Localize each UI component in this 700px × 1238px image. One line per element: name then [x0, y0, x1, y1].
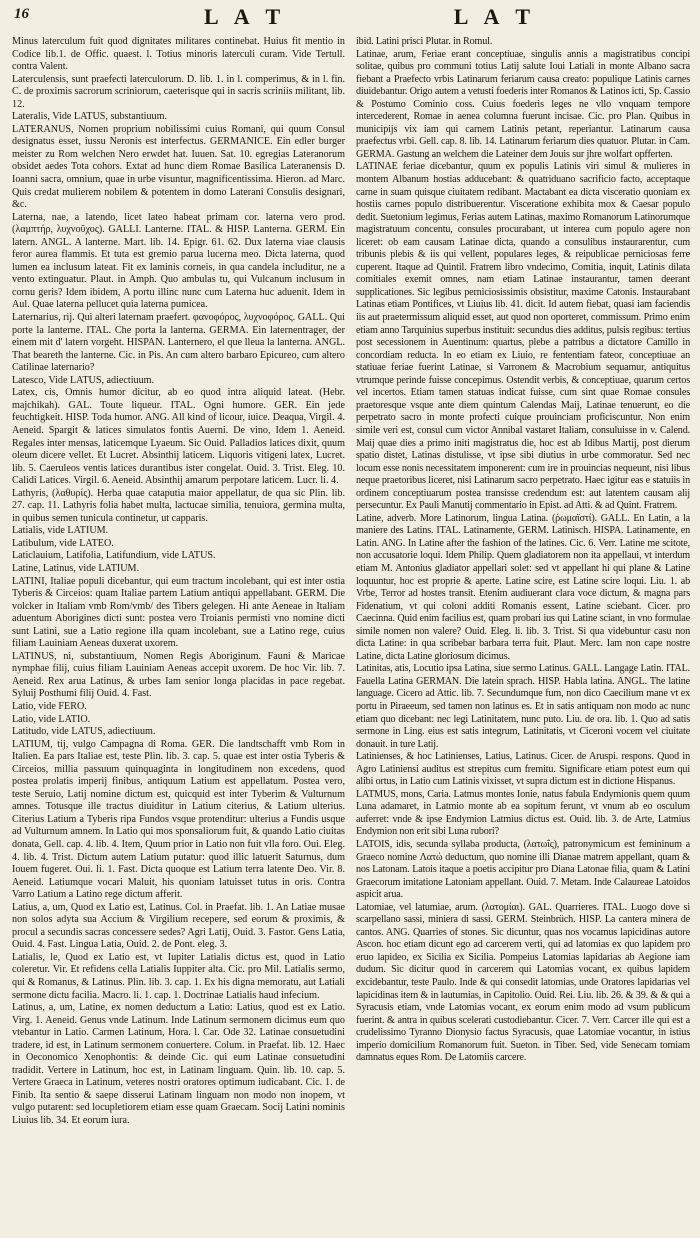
entry: Latio, vide FERO.: [12, 700, 87, 712]
entry: Minus laterculum fuit quod dignitates militares continebat. Huius fit mentio in Codice lib.1. de Offic. quaest. l. Totius minoris laterculi curam. Vide Tertull. contra Valent.: [12, 36, 345, 73]
entry: Latialis, le, Quod ex Latio est, vt Iupiter Latialis dictus est, quod in Latio coleretur. Vir. Et refidens cella Latialis Iuppiter alta. Cic. pro Mil. Latialis sermo, qui & Romanus, & Latinus. Plin. lib. 3. cap. 1. Ex his digna memoratu, aut Latiali sermone dictu facilia. Macro. li. 1. cap. 1. Doctrinae Latialis haud infecium.: [12, 951, 345, 1001]
entry: Latinitas, atis, Locutio ipsa Latina, siue sermo Latinus. GALL. Langage Latin. ITAL. Fauella Latina GERMAN. Die latein sprach. HISP. Habla latina. ANGL. The latine language. Cicero ad Attic. lib. 7. Secundumque fum, non dico Caecilium mane vt ex portu in Piraeeum, sed tamen non latinus es. Et in satis antiquam non modo ac nunc etiam quo dicebant: nec legi Latinitatem, nunc puto. Liu. de ora. lib. 1. Quo ad satis sermone in Ling. eius est satis integrum, Latinitatis, vt Ciceroni vocem vel ciuitate donauit. in ture Latij.: [356, 663, 690, 750]
entry: Latinae, arum, Feriae erant conceptiuae, singulis annis a magistratibus concipi solitae, quibus pro communi totius Latij salute Ioui Latiali in monte Albano sacra fiebant a Praefecto vrbis Latinarum feriarum causa creato: populique Latinis carnes diuidebantur. Origo autem a vetusti foederis inter Romanos & Latinos icti, Sp. Cassio & Postumo Cominio coss. Cuius foederis leges ne vllo vnquam tempore intercederent, Romae in aenea columna fuerunt incisae. Cic. pro Plan. Quibus in municipijs vix iam qui carnem Latinis petant, reperiantur. Latinarum causa praefectus vrbi. Gell. cap. 8. lib. 14. Latinarum feriarum dies quatuor. Plutar. in Cam. GERMA. Gastung an welchem die Lateiner dem Jouis sur jhre wolfart opfferten.: [356, 48, 690, 160]
running-head-right: L A T: [453, 4, 536, 29]
entry: Lateralis, Vide LATUS, substantiuum.: [12, 111, 167, 123]
entry: Latitudo, vide LATUS, adiectiuum.: [12, 726, 156, 738]
left-column: [12, 36, 345, 1232]
running-head-left: L A T: [204, 4, 287, 29]
page-number: 16: [14, 6, 29, 22]
entry: Latibulum, vide LATEO.: [12, 537, 114, 549]
entry: Laterna, nae, a latendo, licet lateo habeat primam cor. laterna vero prod. (λαμπτήρ, λυχνοῦχος). GALLI. Lanterne. ITAL. & HISP. Lanterna. GERM. Ein latern. ANGL. A lanterne. Mart. lib. 14. Epigr. 61. 62. Dux laterna viae clausis feror aurea flammis. Et tuta est gremio parua lucerna meo. Dicta laterna, quod lumen ea inclusum lateat. Fit ex laminis corneis, in qua candela includitur, ne a vento extinguatur. Plaut. in Amph. Quo ambulas tu, qui Vulcanum inclusum in cornu geris? Idem ibidem, A portu illinc nunc cum Laterna huc aduenit. Idem in Aul. Quae laterna pellucet quia laterna pumicea.: [12, 211, 345, 311]
entry: ibid. Latini prisci Plutar. in Romul.: [356, 36, 493, 47]
entry: Latine, adverb. More Latinorum, lingua Latina. (ῥωμαϊστί). GALL. En Latin, a la maniere des Latins. ITAL. Latinamente, GERM. Latinisch. HISPA. Latinamente, en Latin. ANG. In Latine after the fashion of the latines. Cic. 6. Verr. Latine me scitote, non accusatorie loqui. Idem Philip. Quem gladiatorem non ita appellaui, vt interdum etiam M. Antonius gladiator appellari solet: sed vt appellant hi qui plane & Latine loquuntur, hoc est proprie & aperte. Latine scire, est Latine scire loqui. Liu. 1. ab Vrbe, Terror ad hostes transit. Etenim audiuerant clara voce dictum, & magna pars Fidenatium, vt qui coloni additi Romanis essent, Latine sciebant. Cicer. pro Caecinna. Quid enim facilius est, quam probari ius qui Latine sciant, in vno formulae simile nomen non valere? Ouid. Eleg. li. lib. 3. Trist. Si qua videbuntur casu non dicta Latine: in qua scribebar barbara terra fuit. Plaut. Merc. Iam non cape nostre Latine, dicta Latine gloriosum dicimus.: [356, 512, 690, 662]
entry: Laterculensis, sunt praefecti laterculorum. D. lib. 1. in l. comperimus, & in l. fin. C. de proximis sacrorum scriniorum, caeterisque qui in sacris scriniis militant, lib. 12.: [12, 73, 345, 110]
entry: LATOIS, idis, secunda syllaba producta, (λατωΐς), patronymicum est femininum a Graeco nomine Λατώ deductum, quo nomine illi Dianae matrem appellant, quam & nos Latonam. Latois itaque a poetis accipitur pro Diana Latonae filia, quam & Latini Graecorum imitatione Latoniam appellant. Ouid. 7. Metam. Inde Calaureae Latoidos aspicit arua.: [356, 839, 690, 901]
entry: Latialis, vide LATIUM.: [12, 525, 109, 537]
entry: Latex, cis, Omnis humor dicitur, ab eo quod intra aliquid lateat. (Hebr. majchikah). GAL. Toute liqueur. ITAL. Ogni humore. GER. Ein jede feuchtigkeit. HISP. Toda humor. ANG. All kind of licour, iuice. Deaqua, Virgil. 4. Aeneid. Spargit & latices simulatos fontis Auerni. De vino, Idem 1. Aeneid. Regales inter mensas, laticemque Lyaeum. Sic Ouid. Palladios latices dixit, quum oleum dicere vellet. Et Lucret. Absinthij laticem. Liquoris vitigeni latex, Lucret. lib. 5. Caeruleos ventis latices durantibus ister congelat. Ouid. 3. Trist. Eleg. 10. Calidi Latices. Virgil. 6. Aeneid. Absinthij amarum perpotare laticem. Lucr. li. 4.: [12, 387, 345, 487]
entry: Latine, Latinus, vide LATIUM.: [12, 562, 140, 574]
entry: LATERANUS, Nomen proprium nobilissimi cuius Romani, qui quum Consul designatus esset, iussu Neronis est interfectus. GERMANICE. Ein edler burger meister zu Rom welchen Nero erwdet hat. Iuuen. Sat. 10. egregias Lateranorum obsidet aedes Tota cohors. Extat ad hunc diem Romae Basilica Lateranensis D. Ioanni sacra, omnium, quae in urbe visuntur, magnificentissima. Hieron. ad Marc. Quis credat mulierem nobilem & potentem in domo Laterani Consulis designari, &c.: [12, 123, 345, 211]
entry: Lathyris, (λαθυρίς). Herba quae cataputia maior appellatur, de qua sic Plin. lib. 27. cap. 11. Lathyris folia habet multa, lactucae similia, tenuiora, germina multa, in quibus semen tunicula continetur, ut capparis.: [12, 487, 345, 524]
entry: LATINUS, ni, substantiuum, Nomen Regis Aboriginum. Fauni & Maricae nymphae filij, cuius filiam Lauiniam Aeneas accepit uxorem. De hoc Vir. lib. 7. Aeneid. Rex arua Latinus, & urbes Iam senior longa placidas in pace regebat. Syluij Posthumi filij Ouid. 4. Fast.: [12, 650, 345, 700]
entry: Latesco, Vide LATUS, adiectiuum.: [12, 374, 155, 386]
page-header: [14, 2, 686, 32]
entry: Latius, a, um, Quod ex Latio est, Latinus. Col. in Praefat. lib. 1. An Latiae musae non solos adyta sua Accium & Virgilium recepere, sed eorum & proximis, & procul a secundis sacras concessere sedes? Agri Latij, Ouid. 3. Fastor. Gens Latia, Ouid. 4. Fast. Lingua Latia, Ouid. 2. de Pont. eleg. 3.: [12, 901, 345, 951]
entry: LATMUS, mons, Caria. Latmus montes Ionie, natus fabula Endymionis quem quum Luna adamaret, in Latmio monte ab ea sopitum ferunt, vt vnum ab eo osculum auferret: vnde & ipse Endymion Latmius dictus est. Ouid. lib. 3. de Arte, Latmius Endymion non erit sibi Luna rubori?: [356, 788, 690, 838]
entry: LATINI, Italiae populi dicebantur, qui eum tractum incolebant, qui est inter ostia Tyberis & Circeios: quam Italiae partem Latium antiqui appellabant. GERM. Die volcker in Italiam vmb Rom/vmb/ des Tibers gelegen. Hi ante Aeneae in Italiam aduentum Aborigines dicti sunt: postea vero Troianis permisti vno nomine dicti sunt Latini, sue a Latio regione illa quam incolebant, sue a Latino rege, cuius filiam Lauiniam Aeneas duxerat uxorem.: [12, 575, 345, 650]
entry: Laternarius, rij. Qui alteri laternam praefert. φανοφόρος, λυχνοφόρος. GALL. Qui porte la lanterne. ITAL. Che porta la lanterna. GERMA. Ein laternentrager, der einem mit d' latern vorgeht. HISPAN. Lanternero, el que lleua la lanterna. ANGL. That beareth the lanterne. Cic. in Pis. An cum altero barbaro Epicureo, cum altero Catilinae laternario?: [12, 312, 345, 374]
entry: Laticlauium, Latifolia, Latifundium, vide LATUS.: [12, 550, 216, 562]
entry: Latinus, a, um, Latine, ex nomen deductum a Latio: Latius, quod est ex Latio. Virg. 1. Aeneid. Genus vnde Latinum. Inde Latinum sermonem dicimus eum quo vtebantur in Latio. Carmen Latinum, Hora. l. Car. Ode 32. Latinae consuetudini tradere, id est, in Latinum sermonem conuertere. Colum. in Praefat. lib. 12. Haec in Oeconomico Xenophontis: & deinde Cic. qui eum Latinae consuetudini tradidit. Vertere in Latinum, hoc est, in Latinam linguam. Quin. lib. 10. cap. 5. Vertere Graeca in Latinum, veteres nostri oratores optimum iudicabant. Cic. 1. de Finib. Ita sentio & saepe disserui Latinam linguam non modo non inopem, vt vulgo putarent: sed locupletiorem etiam esse quam Graecam. Socij Latini nominis Liuius lib. 34. Et eorum iura.: [12, 1002, 345, 1127]
entry: LATINAE feriae dicebantur, quum ex populis Latinis viri simul & mulieres in montem Albanum hostias adducebant: & quatriduano sacrificio facto, acceptaque carne in suam quisque ciuitatem redibant. Mactabant ea dicta visceratio quoniam ex hostiis carnes populo distribuerentur. Visceratione exhibita mox & Caesar populo dedit. Suetonium legimus, Ferias autem Latinas, maximo Romanorum Latinorumque magistratuum concentu, consules procurabant, ut interea cum populo agere non liceret: ob eam causam Latinae dicta, quando a consulibus instaurarentur, cum tribunis plebis & iis qui vellent, populares leges, & reipublicae perniciosas ferre cuperent. Itaque ad Quintil. Fratrem libro vndecimo, Comitia, inquit, Latinis dilata comitiales exemit omnes, nam etiam Latinae instaurantur, tamen deerant supplicationes. Sic legibus perniciosissimis obsistitur, maxime Catonis. Instaurabant Latinas etiam Pontifices, vt Liuius lib. 41. dicit. Id autem fiebat, quasi iam faciendis iis aut praetermissum aliquid esset, aut quod non oporteret, commissum. Primo enim etiam anno Tarquinius superbus instituit: secundus dies additus, pulsis regibus: tertius post secessionem in Auentinum: quartus, plebe a patribus a dictatore Camillo in concordiam reducta. In eo etiam ex Liuio, re fententiam fateor, conceptiuae an statiuae feriae fuerint Latinae, si Varronem & Macrobium sequamur, antiquitus vtrumque perinde fuisse concepimus. Ostendit verbis, & conceptiuae, quarum certos vel incertos. Etiam tamen statuas indicat fuisse, cum sint quae Romae consules praetoresque vsque ante diem quintum Calendas Maij, Latinae tenuerunt, eo die perpetrato sacro in monte profecti cuique prouinciam proficiscuntur. Non enim simile veri est, consul cum victor Annibal vastaret Italiam, consuluisse in v. Calend. Maij quae dies a primo initi magistratus die, hoc est ab Idibus Martij, post dierum spatio distet, Latinas distulisse, vt ipse sibi diutius in urbe commoratur. Sed nec locum esse nonis necessitatem imponerent: cum ire in prouincias nequeunt, nisi libus neque praetoribus liceret, nisi Latinarum sacro perpetrato. Haec igitur eas e statuiis in ordinem conceptiuarum postea transisse credendum est: aut latentem causam alij persecuntur. Ex Pauli Manutij commentario in Epist. ad Atti. & ad Quint. Fratrem.: [356, 161, 690, 512]
entry: Latomiae, vel latumiae, arum. (λατομίαι). GAL. Quarrieres. ITAL. Luogo dove si scarpellano sassi, miniera di sassi. GERM. Steinbrüch. HISP. La cantera minera de cantos. ANG. Quarries of stones. Sic dicuntur, quas nos vocamus lapicidinas autore Ascon. hoc etiam dicunt ego ad carcerem verti, qui ad latomias ex quo lapidem pro eruo lapideo, ex Sicilia ex Sicilia. Pompeius Latomias lapidarias ab Aegione iam dudum. Sic dicitur quod in carcerem qui Latomias vocant, ex quibus lapidem excidebantur, teste Paulo. Inde & qui consedit latomias, unde Oratores lapidarias vel lapicidinas item & in lautumias, in Capitolio. Ouid. Rei. Liu. lib. 26. & 39. & & qui a Syracusis etiam, vnde Latomias vocant, ex eorum enim modo ad vsum publicum fuerint. & antra in quibus scelerati custodiebantur. Cicer. 7. Verr. Carcer ille qui est a crudelissimo Tyranno Dionysio factus Syracusis, quae Latomiae vocantur, in istius imperio domicilium Romanorum fuit. Sueton. in Tiber. Sed, vide Senecam tomiam damnatus eques Rom. De Latomiis carcere.: [356, 901, 690, 1064]
entry: Latinienses, & hoc Latinienses, Latius, Latinus. Cicer. de Aruspi. respons. Quod in Agro Latiniensi auditus est strepitus cum fremitu. Significare etiam potest eum qui alibi ortus, in Latio cum Latinis vixisset, vt supra dictum est in dictione Hispanus.: [356, 751, 690, 788]
entry: Latio, vide LATIO.: [12, 713, 91, 725]
right-column: [356, 36, 690, 1232]
entry: LATIUM, tij, vulgo Campagna di Roma. GER. Die landtschafft vmb Rom in Italien. Ea pars Italiae est, teste Plin. lib. 3. cap. 5. quae est inter ostia Tyberis & Circeios, millia passuum quinquaginta in longitudinem non excedens, quod postea prolatis imperij finibus, antiquum Latium est appellatum. Postea vero, teste Seruio, Latij nomine dictum est, quicquid est inter Tyberim & Vulturnum amnes. Totusque ille tractus diuiditur in Latium citerius, & Latium ulterius. Citerius Latium a Tyberis ripa Fundos vsque protenditur: ulterius a Fundis usque ad Vulturnum amnem. In Latio qui mos sponsaliorum fuit, & quando Latio ciuitas donata, Gell. cap. 4. lib. 4. Item, Quum prior in Latio non fuit vlla foro. Oui. Eleg. 4. lib. 4. Trist. Dictum autem Latium putatur: quod illic latuerit Saturnus, dum Iouem fugeret. Oui. li. 1. Fast. Dicta quoque est Latium terra latente Deo. Vir. 8. Aeneid. Latiumque vocari Maluit, his quoniam latuisset tutus in oris. Contra Varro Latium a Latino rege dictum afferit.: [12, 738, 345, 901]
